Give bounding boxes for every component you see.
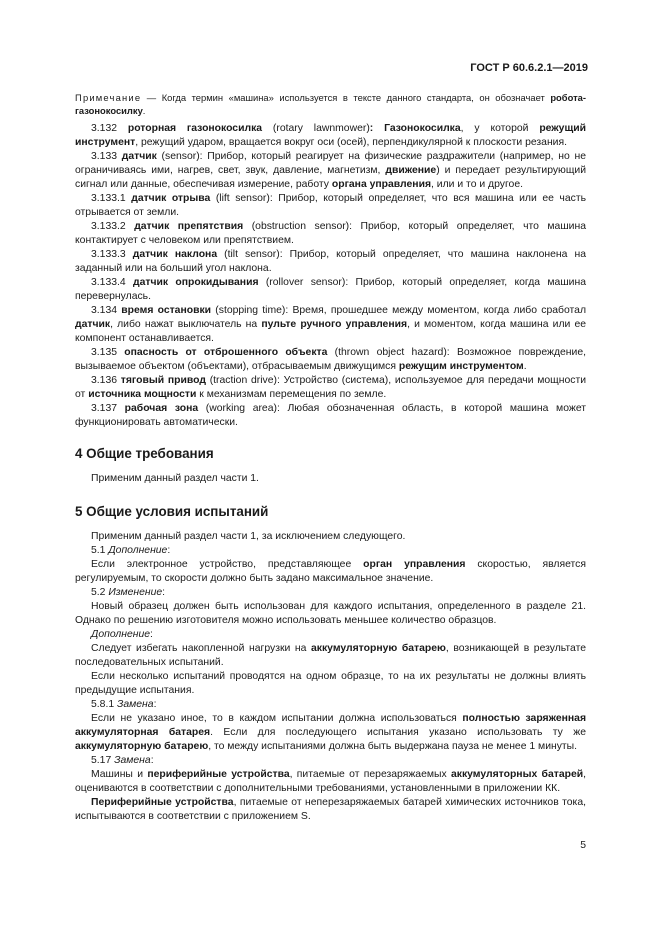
section-5-heading: 5 Общие условия испытаний (75, 504, 269, 519)
section-5-intro: Применим данный раздел части 1, за исключением следующего. (91, 531, 406, 542)
clause-5-17-text-2: Периферийные устройства, питаемые от неперезаряжаемых батарей химических источников тока, испытываются в соответствии с приложением S. (75, 797, 586, 822)
definition-3-133-2: 3.133.2 датчик препятствия (obstruction sensor): Прибор, который определяет, что машина контактирует с человеком или препятствием. (75, 221, 586, 246)
definition-3-132: 3.132 роторная газонокосилка (rotary lawnmower): Газонокосилка, у которой режущий инструмент, режущий ударом, вращается вокруг оси (осей), перпендикулярной к плоскости резания. (75, 123, 586, 148)
section-4-text: Применим данный раздел части 1. (91, 473, 259, 484)
document-id: ГОСТ Р 60.6.2.1—2019 (470, 62, 588, 74)
page-number: 5 (580, 840, 586, 851)
clause-5-8-1-label: 5.8.1 Замена: (91, 699, 157, 710)
definition-3-133-3: 3.133.3 датчик наклона (tilt sensor): Прибор, который определяет, что машина наклонена на заданный или на больший угол наклона. (75, 249, 586, 274)
definition-3-133-4: 3.133.4 датчик опрокидывания (rollover sensor): Прибор, который определяет, когда машина перевернулась. (75, 277, 586, 302)
definition-3-133-1: 3.133.1 датчик отрыва (lift sensor): Прибор, который определяет, что вся машина или ее часть отрывается от земли. (75, 193, 586, 218)
note-label: Примечание (75, 92, 142, 103)
definition-3-135: 3.135 опасность от отброшенного объекта (thrown object hazard): Возможное повреждение, вызываемое объектом (объектами), отбрасываемым движущимся режущим инструментом. (75, 347, 586, 372)
clause-5-2-text: Новый образец должен быть использован для каждого испытания, определенного в разделе 21. Однако по решению изготовителя можно использовать меньшее количество образцов. (75, 601, 586, 626)
clause-5-2-label: 5.2 Изменение: (91, 587, 166, 598)
definition-3-134: 3.134 время остановки (stopping time): Время, прошедшее между моментом, когда либо сработал датчик, либо нажат выключатель на пульте ручного управления, и моментом, когда машина или ее компонент останавливается. (75, 305, 587, 344)
definition-3-137: 3.137 рабочая зона (working area): Любая обозначенная область, в которой машина может функционировать автоматически. (75, 403, 587, 428)
page-body (75, 91, 586, 824)
clause-5-2-addition-text-2: Если несколько испытаний проводятся на одном образце, то на их результаты не должны влиять предыдущие испытания. (75, 671, 586, 696)
definition-3-136: 3.136 тяговый привод (traction drive): Устройство (система), используемое для передачи мощности от источника мощности к механизмам перемещения по земле. (75, 375, 587, 400)
section-4-heading: 4 Общие требования (75, 446, 214, 461)
definition-3-133: 3.133 датчик (sensor): Прибор, который реагирует на физические раздражители (например, но не ограничиваясь ими, нагрев, свет, звук, давление, магнетизм, движение) и передает результирующий сигнал или данные, обеспечивая измерение, работу органа управления, или и то и другое. (75, 151, 587, 190)
note: Примечание — Когда термин «машина» используется в тексте данного стандарта, он обозначает робота-газонокосилку. (75, 92, 586, 116)
clause-5-2-addition-text: Следует избегать накопленной нагрузки на аккумуляторную батарею, возникающей в результате последовательных испытаний. (75, 643, 587, 668)
clause-5-1-label: 5.1 Дополнение: (91, 545, 171, 556)
clause-5-8-1-text: Если не указано иное, то в каждом испытании должна использоваться полностью заряженная аккумуляторная батарея. Если для последующего испытания указано использовать ту же аккумуляторную батарею, то между испытаниями должна быть выдержана пауза не менее 1 минуты. (75, 713, 587, 752)
clause-5-17-text: Машины и периферийные устройства, питаемые от перезаряжаемых аккумуляторных батарей, оцениваются в соответствии с дополнительными требованиями, установленными в приложении КК. (75, 769, 587, 794)
clause-5-17-label: 5.17 Замена: (91, 755, 154, 766)
clause-5-2-addition-label: Дополнение: (91, 629, 153, 640)
clause-5-1-text: Если электронное устройство, представляющее орган управления скоростью, является регулируемым, то скорости должно быть задано максимальное значение. (75, 559, 586, 584)
